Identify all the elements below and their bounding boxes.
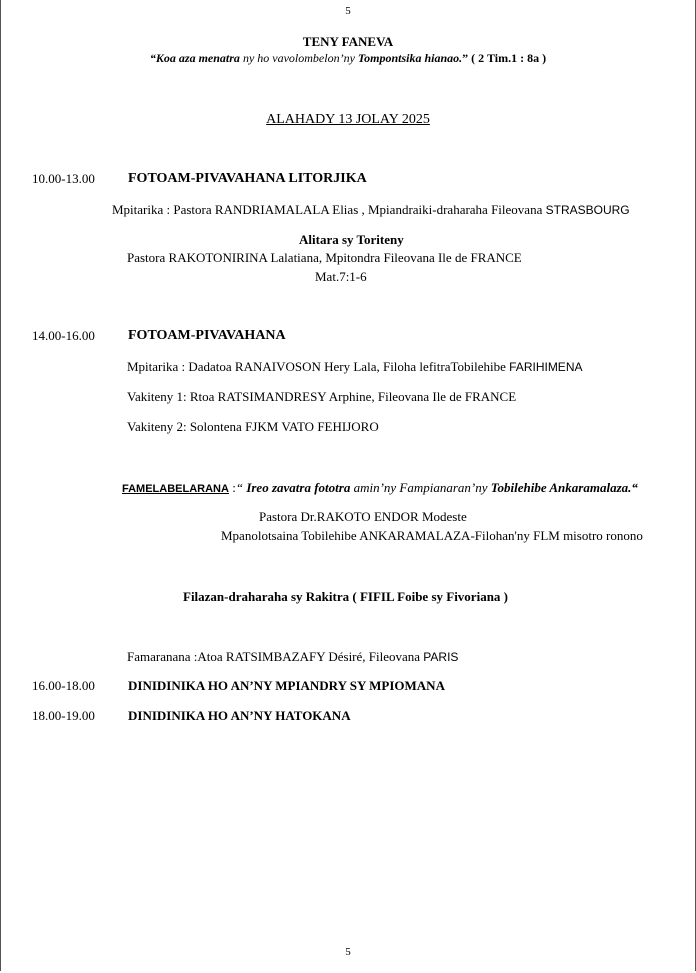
theme-open-quote: “ <box>235 480 247 495</box>
session1-time: 10.00-13.00 <box>32 171 95 186</box>
theme-speaker-role: Mpanolotsaina Tobilehibe ANKARAMALAZA-Filohan'ny FLM misotro ronono <box>221 528 643 543</box>
theme-t1: Ireo zavatra fototra <box>246 480 351 495</box>
closing-label: Famaranana :Atoa RATSIMBAZAFY Désiré, Fileovana <box>127 649 424 664</box>
motto-close-quote: ” <box>462 51 469 65</box>
theme-t3: Tobilehibe Ankaramalaza <box>490 480 629 495</box>
session2-leader-place: FARIHIMENA <box>509 360 583 374</box>
page-number-bottom: 5 <box>345 946 351 958</box>
session1-scripture: Mat.7:1-6 <box>315 269 367 284</box>
theme-line <box>122 480 638 496</box>
session1-preacher <box>112 202 630 218</box>
session2-time: 14.00-16.00 <box>32 328 95 343</box>
session2-guest2: Vakiteny 2: Solontena FJKM VATO FEHIJORO <box>127 419 379 434</box>
session4-time: 18.00-19.00 <box>32 708 95 723</box>
motto-part3: Tompontsika hianao. <box>357 51 463 65</box>
session2-guest1: Vakiteny 1: Rtoa RATSIMANDRESY Arphine, Fileovana Ile de FRANCE <box>127 389 517 404</box>
session1-title: FOTOAM-PIVAVAHANA LITORJIKA <box>128 171 367 186</box>
motto-part2: ny ho vavolombelon’ny <box>239 51 358 65</box>
motto-reference: ( 2 Tim.1 : 8a ) <box>468 51 547 65</box>
page-number-top: 5 <box>345 5 351 17</box>
date-heading: ALAHADY 13 JOLAY 2025 <box>266 112 430 127</box>
theme-close: .“ <box>628 480 638 495</box>
session3-title: DINIDINIKA HO AN’NY MPIANDRY SY MPIOMANA <box>128 678 445 693</box>
session2-leader-label: Mpitarika : Dadatoa RANAIVOSON Hery Lala, Filoha lefitraTobilehibe <box>127 359 510 374</box>
theme-speaker: Pastora Dr.RAKOTO ENDOR Modeste <box>259 509 467 524</box>
session3-time: 16.00-18.00 <box>32 678 95 693</box>
session2-leader <box>127 359 582 375</box>
closing-line <box>127 649 458 665</box>
session2-title: FOTOAM-PIVAVAHANA <box>128 328 286 343</box>
session4-title: DINIDINIKA HO AN’NY HATOKANA <box>128 708 351 723</box>
closing-place: PARIS <box>423 650 459 664</box>
session1-preacher-label: Mpitarika : Pastora RANDRIAMALALA Elias , Mpiandraiki-draharaha Fileovana <box>112 202 546 217</box>
motto-title: TENY FANEVA <box>302 34 394 49</box>
theme-t2: amin’ny Fampianaran’ny <box>350 480 491 495</box>
theme-label: FAMELABELARANA <box>122 483 229 495</box>
motto-part1: Koa aza menatra <box>155 51 240 65</box>
session1-altar-line: Pastora RAKOTONIRINA Lalatiana, Mpitondra Fileovana Ile de FRANCE <box>127 250 522 265</box>
session1-preacher-place: STRASBOURG <box>545 203 630 217</box>
motto-open-quote: “ <box>149 51 156 65</box>
session1-altar-heading: Alitara sy Toriteny <box>299 232 404 247</box>
theme-sep: : <box>228 480 236 495</box>
motto-verse <box>0 51 696 66</box>
group-heading: Filazan-draharaha sy Rakitra ( FIFIL Foibe sy Fivoriana ) <box>183 589 508 604</box>
